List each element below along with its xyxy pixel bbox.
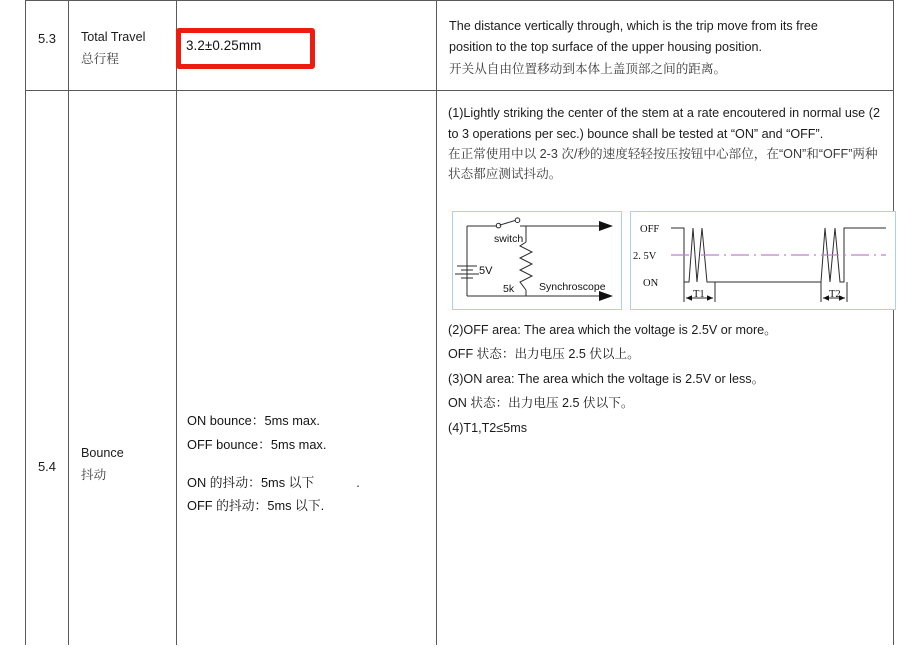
spec-54-wrap <box>177 91 436 646</box>
description-cell-53 <box>437 1 894 91</box>
item-name-cn-53: 总行程 <box>81 51 119 66</box>
desc-53-en-line1: The distance vertically through, which is the trip move from its free <box>449 19 818 33</box>
spec-highlight-wrap <box>177 1 436 80</box>
spec-cell-53 <box>177 1 437 91</box>
item-name-54 <box>81 443 124 486</box>
bounce-spec-trailing-mark: . <box>356 474 360 490</box>
label-on: ON <box>643 277 659 289</box>
row-number-54-wrap <box>26 91 68 646</box>
desc-54-cn-3: ON 状态：出力电压 2.5 伏以下。 <box>448 396 634 411</box>
description-54-lower <box>448 321 880 439</box>
table-row <box>26 1 894 91</box>
label-synchroscope: Synchroscope <box>539 280 606 293</box>
spec-spacer <box>187 457 360 471</box>
item-name-en-53: Total Travel <box>81 30 146 44</box>
item-cell-53 <box>69 1 177 91</box>
description-54 <box>437 91 893 451</box>
description-cell-54 <box>437 91 894 647</box>
desc-54-en-3: (3)ON area: The area which the voltage is 2.5V or less。 <box>448 371 765 386</box>
specification-table <box>25 0 894 647</box>
label-switch: switch <box>494 232 524 245</box>
desc-54-en-1: (1)Lightly striking the center of the stem at a rate encoutered in normal use (2 to 3 operations per sec.) bounce shall be tested at “ON” and “OFF”. <box>448 106 880 141</box>
desc-54-cn-2: OFF 状态：出力电压 2.5 伏以上。 <box>448 347 640 362</box>
description-53 <box>437 1 893 90</box>
desc-54-en-4: (4)T1,T2≤5ms <box>448 420 527 435</box>
label-t1: T1 <box>693 288 705 300</box>
item-name-cn-54: 抖动 <box>81 467 107 482</box>
spec-value-53: 3.2±0.25mm <box>186 38 262 53</box>
label-t2: T2 <box>829 288 841 300</box>
page-bottom-margin <box>0 645 910 670</box>
bounce-spec-off-cn: OFF 的抖动：5ms 以下. <box>187 498 325 514</box>
figures-container <box>450 211 880 311</box>
bounce-spec-list <box>187 409 360 518</box>
test-circuit-diagram <box>452 211 622 310</box>
bounce-spec-off-en: OFF bounce：5ms max. <box>187 436 327 452</box>
bounce-spec-on-cn: ON 的抖动：5ms 以下 <box>187 474 315 490</box>
desc-54-cn-1: 在正常使用中以 2-3 次/秒的速度轻轻按压按钮中心部位，在“ON”和“OFF”两种状态都应测试抖动。 <box>448 146 878 182</box>
label-threshold: 2. 5V <box>633 250 657 262</box>
label-5v: 5V <box>479 264 493 277</box>
desc-53-en-line2: position to the top surface of the upper housing position. <box>449 40 762 55</box>
resistor-zigzag <box>520 242 532 290</box>
arrow-top <box>599 221 613 231</box>
row-number-53: 5.3 <box>37 31 57 46</box>
item-name-54-wrap <box>69 91 176 646</box>
item-cell-54 <box>69 91 177 647</box>
desc-53-cn: 开关从自由位置移动到本体上盖顶部之间的距离。 <box>449 61 727 76</box>
desc-54-en-2: (2)OFF area: The area which the voltage is 2.5V or more。 <box>448 322 777 337</box>
label-5k: 5k <box>503 282 515 295</box>
item-name-en-54: Bounce <box>81 446 124 461</box>
row-number-cell-54 <box>26 91 69 647</box>
table-row <box>26 91 894 647</box>
bounce-spec-on-en: ON bounce：5ms max. <box>187 413 320 429</box>
bounce-spec-on-cn-wrap <box>187 471 360 495</box>
row-number-cell-53 <box>26 1 69 91</box>
bounce-waveform-diagram <box>630 211 896 310</box>
label-off: OFF <box>640 223 660 235</box>
spec-cell-54 <box>177 91 437 647</box>
row-number-54: 5.4 <box>37 459 57 475</box>
circuit-svg <box>453 212 620 308</box>
item-name-53 <box>69 1 176 70</box>
waveform-svg <box>631 212 894 308</box>
